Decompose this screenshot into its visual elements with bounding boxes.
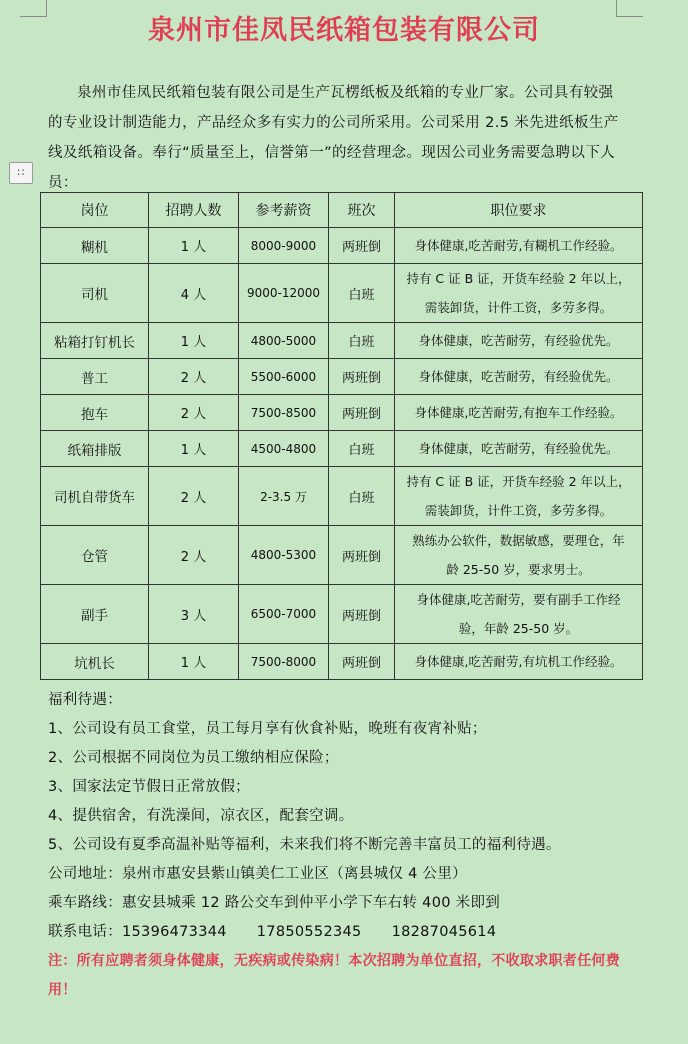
cell-requirements bbox=[395, 644, 643, 680]
cell-position: 副手 bbox=[41, 585, 149, 644]
header-shift: 班次 bbox=[329, 193, 395, 228]
cell-position: 糊机 bbox=[41, 228, 149, 264]
welfare-item: 3、国家法定节假日正常放假； bbox=[48, 779, 250, 795]
cell-position: 司机自带货车 bbox=[41, 467, 149, 526]
cell-salary: 4500-4800 bbox=[239, 431, 329, 467]
cell-requirements bbox=[395, 431, 643, 467]
requirement-line: 验，年龄 25-50 岁。 bbox=[458, 621, 579, 636]
cell-requirements bbox=[395, 467, 643, 526]
cell-requirements bbox=[395, 264, 643, 323]
welfare-section bbox=[48, 686, 638, 1005]
table-row bbox=[41, 323, 643, 359]
cell-count: 1 人 bbox=[149, 431, 239, 467]
requirement-line: 持有 C 证 B 证，开货车经验 2 年以上， bbox=[406, 271, 631, 286]
table-row bbox=[41, 526, 643, 585]
requirement-line: 身体健康,吃苦耐劳,有糊机工作经验。 bbox=[414, 238, 623, 253]
header-requirements: 职位要求 bbox=[395, 193, 643, 228]
table-row bbox=[41, 359, 643, 395]
cell-position: 普工 bbox=[41, 359, 149, 395]
cell-salary: 4800-5300 bbox=[239, 526, 329, 585]
company-address: 公司地址：泉州市惠安县紫山镇美仁工业区（离县城仅 4 公里） bbox=[48, 866, 467, 882]
cell-shift: 两班倒 bbox=[329, 228, 395, 264]
cell-requirements bbox=[395, 323, 643, 359]
requirement-line: 需装卸货，计件工资，多劳多得。 bbox=[424, 503, 613, 518]
cell-count: 1 人 bbox=[149, 644, 239, 680]
cell-shift: 两班倒 bbox=[329, 395, 395, 431]
cell-shift: 白班 bbox=[329, 431, 395, 467]
cell-salary: 7500-8000 bbox=[239, 644, 329, 680]
cell-shift: 两班倒 bbox=[329, 644, 395, 680]
notice-text: 注：所有应聘者须身体健康，无疾病或传染病！本次招聘为单位直招，不收取求职者任何费用！ bbox=[48, 953, 620, 998]
table-row bbox=[41, 644, 643, 680]
cell-count: 2 人 bbox=[149, 526, 239, 585]
requirement-line: 龄 25-50 岁，要求男士。 bbox=[446, 562, 591, 577]
cell-count: 1 人 bbox=[149, 323, 239, 359]
welfare-heading: 福利待遇： bbox=[48, 692, 122, 708]
requirement-line: 身体健康，吃苦耐劳，有经验优先。 bbox=[418, 369, 619, 384]
cell-salary: 6500-7000 bbox=[239, 585, 329, 644]
intro-text: 泉州市佳凤民纸箱包装有限公司是生产瓦楞纸板及纸箱的专业厂家。公司具有较强的专业设计制造能力，产品经众多有实力的公司所采用。公司采用 2.5 米先进纸板生产线及纸箱设备。奉行“质量至上，信誉第一”的经营理念。现因公司业务需要急聘以下人员： bbox=[48, 85, 619, 191]
cell-position: 仓管 bbox=[41, 526, 149, 585]
welfare-item: 2、公司根据不同岗位为员工缴纳相应保险； bbox=[48, 750, 339, 766]
page-title: 泉州市佳凤民纸箱包装有限公司 bbox=[148, 15, 540, 46]
phone-number: 17850552345 bbox=[256, 924, 362, 940]
cell-count: 2 人 bbox=[149, 395, 239, 431]
cell-salary: 9000-12000 bbox=[239, 264, 329, 323]
header-position: 岗位 bbox=[41, 193, 149, 228]
requirement-line: 身体健康，吃苦耐劳，有经验优先。 bbox=[418, 441, 619, 456]
cell-count: 2 人 bbox=[149, 359, 239, 395]
table-row bbox=[41, 228, 643, 264]
requirement-line: 身体健康,吃苦耐劳，要有副手工作经 bbox=[416, 592, 621, 607]
table-row bbox=[41, 395, 643, 431]
requirement-line: 身体健康，吃苦耐劳，有经验优先。 bbox=[418, 333, 619, 348]
cell-position: 司机 bbox=[41, 264, 149, 323]
contact-phones bbox=[48, 918, 638, 947]
cell-salary: 8000-9000 bbox=[239, 228, 329, 264]
welfare-item: 4、提供宿舍，有洗澡间，凉衣区，配套空调。 bbox=[48, 808, 354, 824]
cell-salary: 5500-6000 bbox=[239, 359, 329, 395]
requirement-line: 需装卸货，计件工资，多劳多得。 bbox=[424, 300, 613, 315]
table-row bbox=[41, 431, 643, 467]
requirement-line: 身体健康,吃苦耐劳,有抱车工作经验。 bbox=[414, 405, 623, 420]
cell-shift: 两班倒 bbox=[329, 585, 395, 644]
cell-salary: 7500-8500 bbox=[239, 395, 329, 431]
contact-label: 联系电话： bbox=[48, 924, 122, 940]
cell-requirements bbox=[395, 585, 643, 644]
cell-requirements bbox=[395, 228, 643, 264]
cell-position: 粘箱打钉机长 bbox=[41, 323, 149, 359]
requirement-line: 持有 C 证 B 证，开货车经验 2 年以上， bbox=[406, 474, 631, 489]
cell-count: 2 人 bbox=[149, 467, 239, 526]
cell-position: 抱车 bbox=[41, 395, 149, 431]
table-row bbox=[41, 467, 643, 526]
bus-route: 乘车路线：惠安县城乘 12 路公交车到仲平小学下车右转 400 米即到 bbox=[48, 895, 501, 911]
phone-number: 18287045614 bbox=[391, 924, 497, 940]
table-row bbox=[41, 585, 643, 644]
cell-position: 坑机长 bbox=[41, 644, 149, 680]
table-row bbox=[41, 264, 643, 323]
cell-shift: 两班倒 bbox=[329, 526, 395, 585]
header-count: 招聘人数 bbox=[149, 193, 239, 228]
cell-count: 1 人 bbox=[149, 228, 239, 264]
cell-count: 4 人 bbox=[149, 264, 239, 323]
cell-shift: 两班倒 bbox=[329, 359, 395, 395]
cell-position: 纸箱排版 bbox=[41, 431, 149, 467]
header-salary: 参考薪资 bbox=[239, 193, 329, 228]
cell-requirements bbox=[395, 359, 643, 395]
welfare-item: 5、公司设有夏季高温补贴等福利，未来我们将不断完善丰富员工的福利待遇。 bbox=[48, 837, 561, 853]
cell-salary: 4800-5000 bbox=[239, 323, 329, 359]
intro-paragraph bbox=[48, 78, 628, 198]
requirement-line: 熟练办公软件，数据敏感，要理仓，年 bbox=[412, 533, 625, 548]
cell-shift: 白班 bbox=[329, 264, 395, 323]
phone-number: 15396473344 bbox=[122, 924, 227, 940]
cell-salary: 2-3.5 万 bbox=[239, 467, 329, 526]
table-header-row bbox=[41, 193, 643, 228]
requirement-line: 身体健康,吃苦耐劳,有坑机工作经验。 bbox=[414, 654, 623, 669]
move-handle-icon[interactable]: ∷ bbox=[9, 162, 33, 184]
jobs-table bbox=[40, 192, 643, 680]
cell-requirements bbox=[395, 526, 643, 585]
welfare-item: 1、公司设有员工食堂，员工每月享有伙食补贴，晚班有夜宵补贴； bbox=[48, 721, 487, 737]
cell-requirements bbox=[395, 395, 643, 431]
cell-count: 3 人 bbox=[149, 585, 239, 644]
cell-shift: 白班 bbox=[329, 467, 395, 526]
cell-shift: 白班 bbox=[329, 323, 395, 359]
